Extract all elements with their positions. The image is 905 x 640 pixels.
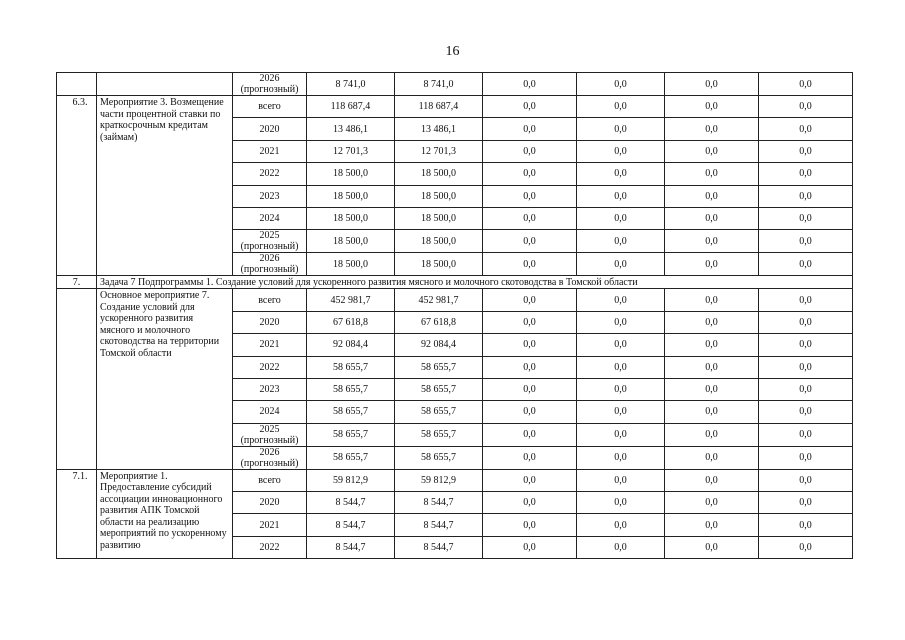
budget-table [56,72,853,559]
value-cell: 0,0 [577,356,665,378]
year-cell: 2020 [233,311,307,333]
measure-name: Мероприятие 1. Предоставление субсидий ассоциации инновационного развития АПК Томской области на реализацию мероприятий по ускоренному развитию [97,469,233,559]
value-cell: 0,0 [665,185,759,207]
task-number: 7. [57,276,97,289]
value-cell: 0,0 [577,73,665,96]
value-cell: 0,0 [665,514,759,536]
value-cell: 0,0 [577,311,665,333]
value-cell: 0,0 [665,378,759,400]
value-cell: 0,0 [759,401,853,423]
value-cell: 67 618,8 [395,311,483,333]
value-cell: 0,0 [577,118,665,140]
value-cell: 0,0 [483,118,577,140]
value-cell: 0,0 [483,334,577,356]
value-cell: 0,0 [577,163,665,185]
year-cell: 2020 [233,118,307,140]
value-cell: 0,0 [759,185,853,207]
value-cell: 0,0 [759,253,853,276]
value-cell: 58 655,7 [307,401,395,423]
value-cell: 59 812,9 [395,469,483,491]
value-cell: 18 500,0 [395,207,483,229]
value-cell: 0,0 [577,446,665,469]
value-cell: 0,0 [577,253,665,276]
value-cell: 0,0 [759,230,853,253]
value-cell: 0,0 [483,423,577,446]
table-body [57,73,853,559]
year-cell: 2023 [233,185,307,207]
value-cell: 18 500,0 [395,185,483,207]
value-cell: 18 500,0 [307,207,395,229]
year-cell: 2026 (прогнозный) [233,73,307,96]
value-cell: 0,0 [665,207,759,229]
value-cell: 18 500,0 [395,253,483,276]
value-cell: 58 655,7 [395,423,483,446]
value-cell: 0,0 [483,96,577,118]
row-number [57,73,97,96]
value-cell: 58 655,7 [395,446,483,469]
year-cell: 2020 [233,492,307,514]
year-cell: 2026 (прогнозный) [233,253,307,276]
value-cell: 18 500,0 [307,185,395,207]
value-cell: 0,0 [759,73,853,96]
value-cell: 0,0 [759,163,853,185]
value-cell: 0,0 [577,334,665,356]
value-cell: 59 812,9 [307,469,395,491]
value-cell: 0,0 [483,356,577,378]
value-cell: 13 486,1 [395,118,483,140]
value-cell: 0,0 [483,289,577,311]
value-cell: 8 544,7 [307,514,395,536]
value-cell: 0,0 [577,185,665,207]
value-cell: 0,0 [577,289,665,311]
value-cell: 8 544,7 [307,536,395,558]
value-cell: 8 741,0 [395,73,483,96]
value-cell: 0,0 [665,334,759,356]
value-cell: 0,0 [665,446,759,469]
value-cell: 0,0 [483,253,577,276]
value-cell: 18 500,0 [307,253,395,276]
value-cell: 12 701,3 [307,140,395,162]
year-cell: 2022 [233,356,307,378]
value-cell: 0,0 [665,492,759,514]
value-cell: 0,0 [759,492,853,514]
value-cell: 0,0 [665,253,759,276]
value-cell: 8 544,7 [395,514,483,536]
value-cell: 8 741,0 [307,73,395,96]
value-cell: 0,0 [577,96,665,118]
value-cell: 0,0 [759,96,853,118]
value-cell: 0,0 [483,207,577,229]
value-cell: 92 084,4 [307,334,395,356]
value-cell: 0,0 [577,401,665,423]
year-cell: всего [233,469,307,491]
table-row [57,96,853,118]
row-number: 6.3. [57,96,97,276]
value-cell: 0,0 [577,230,665,253]
value-cell: 118 687,4 [307,96,395,118]
value-cell: 0,0 [665,536,759,558]
value-cell: 0,0 [483,492,577,514]
page-number: 16 [445,44,460,59]
table-row [57,469,853,491]
value-cell: 0,0 [759,378,853,400]
value-cell: 0,0 [483,140,577,162]
value-cell: 0,0 [483,311,577,333]
value-cell: 58 655,7 [307,423,395,446]
row-number [57,289,97,469]
value-cell: 0,0 [665,163,759,185]
value-cell: 18 500,0 [395,230,483,253]
value-cell: 0,0 [665,469,759,491]
value-cell: 58 655,7 [395,401,483,423]
measure-name: Основное мероприятие 7. Создание условий для ускоренного развития мясного и молочного скотоводства на территории Томской области [97,289,233,469]
value-cell: 67 618,8 [307,311,395,333]
value-cell: 58 655,7 [307,446,395,469]
value-cell: 0,0 [577,207,665,229]
value-cell: 0,0 [759,289,853,311]
value-cell: 0,0 [665,311,759,333]
value-cell: 18 500,0 [395,163,483,185]
year-cell: 2024 [233,207,307,229]
year-cell: 2022 [233,163,307,185]
value-cell: 12 701,3 [395,140,483,162]
year-cell: 2021 [233,334,307,356]
value-cell: 0,0 [483,185,577,207]
value-cell: 0,0 [665,96,759,118]
measure-name [97,73,233,96]
value-cell: 0,0 [665,356,759,378]
task-row [57,276,853,289]
value-cell: 452 981,7 [307,289,395,311]
value-cell: 0,0 [759,423,853,446]
value-cell: 18 500,0 [307,163,395,185]
year-cell: 2025 (прогнозный) [233,230,307,253]
value-cell: 452 981,7 [395,289,483,311]
year-cell: 2021 [233,140,307,162]
value-cell: 0,0 [483,378,577,400]
value-cell: 0,0 [759,514,853,536]
year-cell: 2021 [233,514,307,536]
measure-name: Мероприятие 3. Возмещение части процентной ставки по краткосрочным кредитам (займам) [97,96,233,276]
value-cell: 0,0 [483,514,577,536]
value-cell: 8 544,7 [395,536,483,558]
value-cell: 0,0 [665,423,759,446]
value-cell: 0,0 [759,334,853,356]
year-cell: 2025 (прогнозный) [233,423,307,446]
value-cell: 0,0 [483,536,577,558]
value-cell: 0,0 [759,469,853,491]
value-cell: 58 655,7 [395,378,483,400]
value-cell: 0,0 [483,469,577,491]
value-cell: 0,0 [665,401,759,423]
value-cell: 0,0 [483,230,577,253]
value-cell: 8 544,7 [307,492,395,514]
year-cell: всего [233,96,307,118]
value-cell: 0,0 [759,356,853,378]
value-cell: 0,0 [665,230,759,253]
value-cell: 0,0 [759,536,853,558]
value-cell: 0,0 [665,289,759,311]
value-cell: 0,0 [577,492,665,514]
year-cell: всего [233,289,307,311]
value-cell: 58 655,7 [307,356,395,378]
table-row [57,73,853,96]
value-cell: 0,0 [577,514,665,536]
value-cell: 18 500,0 [307,230,395,253]
value-cell: 0,0 [577,423,665,446]
value-cell: 0,0 [577,469,665,491]
value-cell: 0,0 [759,140,853,162]
value-cell: 0,0 [577,536,665,558]
year-cell: 2024 [233,401,307,423]
value-cell: 0,0 [665,73,759,96]
year-cell: 2022 [233,536,307,558]
value-cell: 0,0 [665,118,759,140]
value-cell: 0,0 [759,446,853,469]
table-row [57,289,853,311]
value-cell: 0,0 [577,378,665,400]
value-cell: 0,0 [483,73,577,96]
value-cell: 58 655,7 [307,378,395,400]
value-cell: 0,0 [577,140,665,162]
value-cell: 8 544,7 [395,492,483,514]
value-cell: 0,0 [759,207,853,229]
value-cell: 13 486,1 [307,118,395,140]
value-cell: 118 687,4 [395,96,483,118]
value-cell: 0,0 [483,446,577,469]
value-cell: 0,0 [759,311,853,333]
year-cell: 2026 (прогнозный) [233,446,307,469]
value-cell: 0,0 [483,163,577,185]
value-cell: 0,0 [759,118,853,140]
value-cell: 92 084,4 [395,334,483,356]
row-number: 7.1. [57,469,97,559]
value-cell: 58 655,7 [395,356,483,378]
task-text: Задача 7 Подпрограммы 1. Создание условий для ускоренного развития мясного и молочного скотоводства в Томской области [97,276,853,289]
value-cell: 0,0 [665,140,759,162]
value-cell: 0,0 [483,401,577,423]
year-cell: 2023 [233,378,307,400]
